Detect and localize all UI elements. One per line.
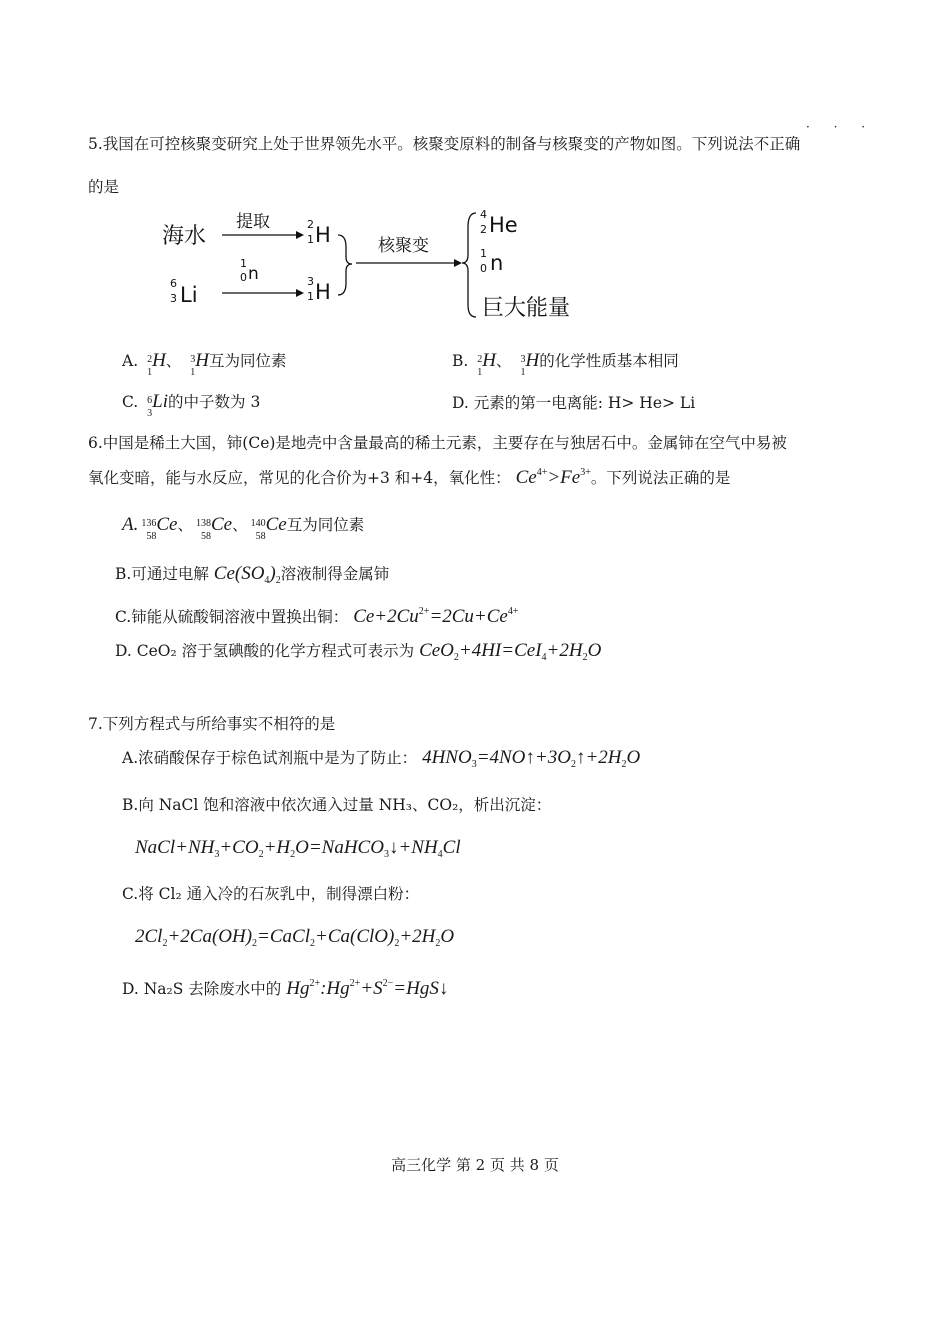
svg-text:2: 2	[480, 223, 487, 236]
svg-text:2: 2	[307, 218, 314, 231]
helium-symbol: He	[489, 213, 518, 237]
q6-stem-line1: 6.中国是稀土大国，铈(Ce)是地壳中含量最高的稀土元素，主要存在与独居石中。金属铈在空气中易被	[88, 434, 787, 452]
emphasis-dots: · · ·	[806, 120, 876, 134]
fusion-diagram	[160, 205, 590, 330]
deuterium-symbol: H	[315, 223, 331, 247]
page-footer: 高三化学 第 2 页 共 8 页	[391, 1156, 559, 1174]
extract-label: 提取	[236, 212, 270, 232]
q7-option-c: C.将 Cl₂ 通入冷的石灰乳中，制得漂白粉：	[122, 885, 420, 903]
q7-option-c-equation: $2Cl_2+2Ca(OH)_2=CaCl_2+Ca(ClO)_2+2H_2O$	[135, 926, 455, 949]
svg-text:0: 0	[240, 271, 247, 284]
q5-option-d: D. 元素的第一电离能: H> He> Li	[452, 394, 696, 412]
svg-text:4: 4	[480, 208, 487, 221]
neutron-product: n	[490, 251, 504, 275]
svg-text:3: 3	[307, 275, 314, 288]
q6-option-a: A. 136 58 Ce、 138 58 Ce、 140 58 Ce互为同位素	[122, 514, 365, 542]
lithium-symbol: Li	[180, 283, 198, 307]
q5-option-c: C. 6 3 Li的中子数为 3	[122, 391, 261, 419]
q6-option-d: D. CeO₂ 溶于氢碘酸的化学方程式可表示为 $CeO_2+4HI=CeI_4+2H_2O$	[115, 640, 602, 663]
q6-option-b: B.可通过电解 $Ce(SO_4)_2$溶液制得金属铈	[115, 563, 390, 586]
seawater-label: 海水	[162, 224, 207, 249]
svg-text:6: 6	[170, 277, 177, 290]
svg-text:1: 1	[307, 233, 314, 246]
q5-option-a: A. 2 1 H、 3 1 H互为同位素	[122, 350, 287, 378]
svg-text:1: 1	[480, 247, 487, 260]
q7-option-d: D. Na₂S 去除废水中的 $Hg^{2+}:Hg^{2+}+S^{2-}=HgS↓$	[122, 978, 449, 999]
q7-option-b-equation: $NaCl+NH_3+CO_2+H_2O=NaHCO_3↓+NH_4Cl$	[135, 837, 461, 860]
q5-option-b: B. 2 1 H、 3 1 H的化学性质基本相同	[452, 350, 679, 378]
tritium-symbol: H	[315, 280, 331, 304]
q5-stem-line1: 5.我国在可控核聚变研究上处于世界领先水平。核聚变原料的制备与核聚变的产物如图。下列说法不正确	[88, 135, 801, 153]
fusion-label: 核聚变	[378, 236, 429, 256]
q6-option-c: C.铈能从硫酸铜溶液中置换出铜： $Ce+2Cu^{2+}=2Cu+Ce^{4+}$	[115, 606, 519, 627]
oxidation-comparison: $Ce^{4+}>Fe^{3+}$	[515, 467, 591, 488]
neutron-label: n	[248, 264, 259, 284]
svg-text:3: 3	[170, 292, 177, 305]
svg-text:0: 0	[480, 262, 487, 275]
q7-option-a: A.浓硝酸保存于棕色试剂瓶中是为了防止： $4HNO_3=4NO↑+3O_2↑+2H_2O$	[122, 747, 641, 770]
q7-option-b: B.向 NaCl 饱和溶液中依次通入过量 NH₃、CO₂，析出沉淀：	[122, 796, 552, 814]
svg-text:1: 1	[240, 257, 247, 270]
q6-stem-line2: 氧化变暗，能与水反应，常见的化合价为+3 和+4，氧化性： $Ce^{4+}>Fe^{3+}$。下列说法正确的是	[88, 467, 731, 488]
energy-label: 巨大能量	[482, 296, 571, 321]
svg-text:1: 1	[307, 290, 314, 303]
q7-stem: 7.下列方程式与所给事实不相符的是	[88, 715, 336, 733]
q5-stem-line2: 的是	[88, 178, 120, 196]
